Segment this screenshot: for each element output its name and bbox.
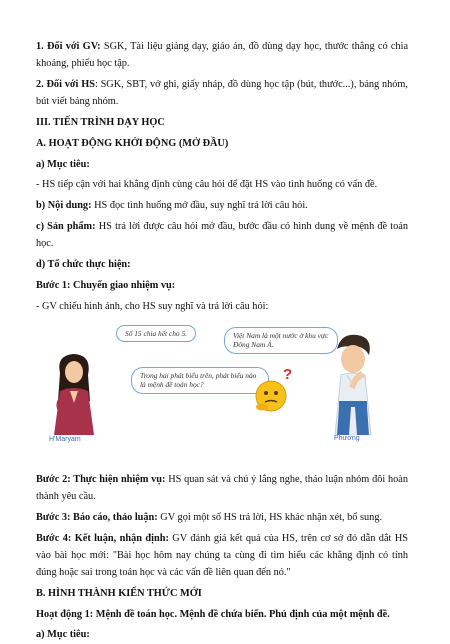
speech-bubble-statement-1: Số 15 chia hết cho 5. bbox=[116, 325, 196, 343]
speech-bubble-question: Trong hai phát biểu trên, phát biểu nào là mệnh đề toán học? bbox=[131, 367, 269, 394]
student-materials-text: : SGK, SBT, vở ghi, giấy nháp, đồ dùng học tập (bút, thước...), bảng nhóm, bút viết bảng nhóm. bbox=[36, 79, 408, 108]
step3-label: Bước 3: Báo cáo, thảo luận: bbox=[36, 511, 158, 523]
product-paragraph bbox=[36, 218, 408, 252]
step1-text: - GV chiếu hình ảnh, cho HS suy nghĩ và trả lời câu hỏi: bbox=[36, 300, 269, 312]
girl-hmaryam-figure bbox=[46, 351, 102, 435]
step1-heading: Bước 1: Chuyển giao nhiệm vụ: bbox=[36, 279, 176, 291]
product-text: HS trả lời được câu hỏi mở đầu, bước đầu có hình dung về mệnh đề toán học. bbox=[36, 220, 409, 250]
step2-paragraph bbox=[36, 471, 408, 505]
objective-text: - HS tiếp cận với hai khẳng định cùng câu hỏi để đặt HS vào tình huống có vấn đề. bbox=[36, 179, 378, 191]
student-materials-label: 2. Đối với HS bbox=[36, 79, 95, 90]
step2-label: Bước 2: Thực hiện nhiệm vụ: bbox=[36, 473, 166, 485]
section-b-heading: B. HÌNH THÀNH KIẾN THỨC MỚI bbox=[36, 587, 202, 599]
student-materials bbox=[36, 76, 408, 110]
girl-name-label: H'Maryam bbox=[49, 435, 81, 443]
question-mark-icon: ? bbox=[283, 365, 293, 383]
teacher-materials bbox=[36, 38, 408, 72]
product-label: c) Sản phẩm: bbox=[36, 220, 96, 232]
step2-text: HS quan sát và chú ý lắng nghe, thảo luận nhóm đôi hoàn thành yêu cầu. bbox=[36, 473, 408, 502]
step4-text: GV đánh giá kết quả của HS, trên cơ sở đó dẫn dắt HS vào bài học mới: "Bài học hôm nay chúng ta cùng đi tìm hiểu các khẳng định có tính đúng hoặc sai trong toán học và các vấn đề liên quan đến nó." bbox=[36, 532, 408, 578]
activity1-heading: Hoạt động 1: Mệnh đề toán học. Mệnh đề chứa biến. Phủ định của một mệnh đề. bbox=[36, 608, 390, 620]
step3-paragraph bbox=[36, 509, 408, 526]
boy-name-label: Phương bbox=[334, 434, 360, 442]
content-label: b) Nội dung: bbox=[36, 200, 92, 212]
step4-label: Bước 4: Kết luận, nhận định: bbox=[36, 532, 169, 544]
document-page bbox=[36, 38, 408, 644]
teacher-materials-label: 1. Đối với GV: bbox=[36, 41, 101, 52]
speech-bubble-statement-2: Việt Nam là một nước ở khu vực Đông Nam Á. bbox=[224, 327, 338, 354]
boy-phuong-figure bbox=[319, 331, 387, 435]
objective-heading: a) Mục tiêu: bbox=[36, 158, 90, 170]
teacher-materials-text: SGK, Tài liệu giảng dạy, giáo án, đồ dùng dạy học, thước thẳng có chia khoảng, phiếu học tập. bbox=[36, 41, 409, 70]
section-a-heading: A. HOẠT ĐỘNG KHỞI ĐỘNG (MỞ ĐẦU) bbox=[36, 137, 229, 149]
step4-paragraph bbox=[36, 530, 408, 582]
activity1-objective-heading: a) Mục tiêu: bbox=[36, 629, 90, 641]
organization-heading: d) Tổ chức thực hiện: bbox=[36, 258, 131, 270]
section-3-heading: III. TIẾN TRÌNH DẠY HỌC bbox=[36, 117, 165, 128]
content-text: HS đọc tình huống mở đầu, suy nghĩ trả lời câu hỏi. bbox=[91, 200, 308, 212]
content-paragraph bbox=[36, 197, 408, 214]
opening-illustration bbox=[36, 319, 408, 471]
step3-text: GV gọi một số HS trả lời, HS khác nhận xét, bổ sung. bbox=[157, 511, 383, 523]
